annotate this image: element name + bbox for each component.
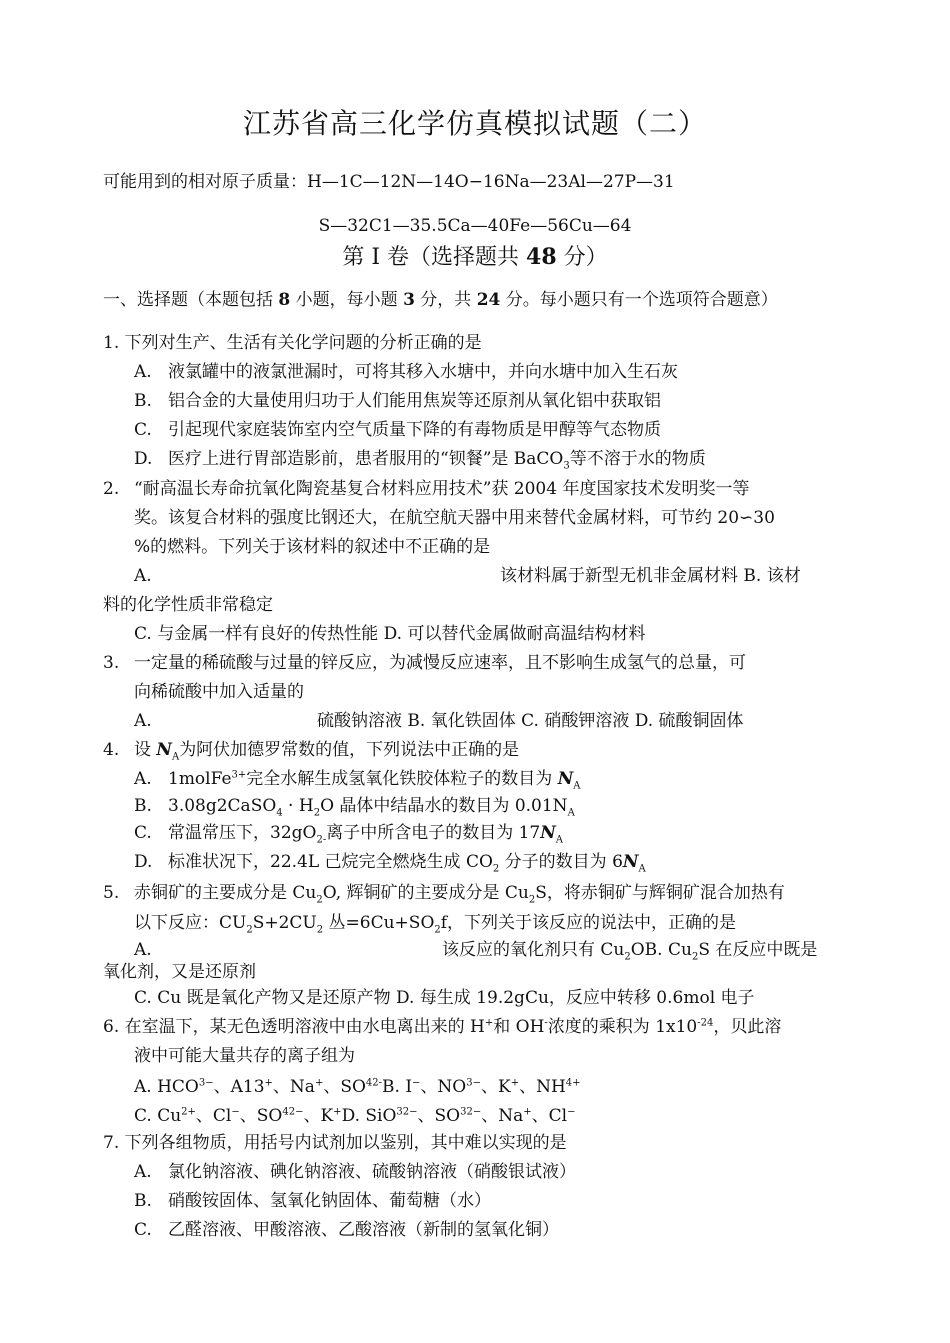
q5-stem-line-2: 以下反应：$CU_2S+2CU_2$ 丛$=6Cu+SO_2f$，下列关于该反应的说法中，正确的是 xyxy=(134,913,737,936)
q4-number: 4. xyxy=(103,740,120,760)
section-heading: 一、选择题（本题包括 8 小题，每小题 3 分，共 24 分。每小题只有一个选项符合题意） xyxy=(103,290,778,310)
q2-option-a-label: A. xyxy=(134,566,152,586)
q7-option-a: A. 氯化钠溶液、碘化钠溶液、硫酸钠溶液（硝酸银试液） xyxy=(134,1162,576,1182)
q5-options-ab-cont: 氧化剂，又是还原剂 xyxy=(103,962,256,982)
q5-option-a-label: A. xyxy=(134,940,152,960)
q2-number: 2. xyxy=(103,479,120,499)
page-title: 江苏省高三化学仿真模拟试题（二） xyxy=(242,107,707,140)
q2-options-cd: C. 与金属一样有良好的传热性能 D. 可以替代金属做耐高温结构材料 xyxy=(134,624,646,644)
volume-heading: 第 I 卷（选择题共 48 分） xyxy=(342,244,608,270)
q3-option-a-label: A. xyxy=(134,711,152,731)
q1-stem: 1. 下列对生产、生活有关化学问题的分析正确的是 xyxy=(103,333,482,353)
q4-option-d: D. 标准状况下，22.4L 己烷完全燃烧生成 $CO_2$ 分子的数目为 $6N_A$ xyxy=(134,852,646,875)
q3-stem-line-1: 一定量的稀硫酸与过量的锌反应，为减慢反应速率，且不影响生成氢气的总量，可 xyxy=(134,653,746,673)
q6-options-ab: A. $HCO^{3-}$、A13+、Na+、$SO^{42-}B$. I−、$NO^{3-}$、K+、$NH^{4+}$ xyxy=(134,1077,581,1097)
q1-option-a: A. 液氯罐中的液氯泄漏时，可将其移入水塘中，并向水塘中加入生石灰 xyxy=(134,362,678,382)
q5-options-ab: 该反应的氧化剂只有 $Cu_2OB$. $Cu_2S$ 在反应中既是 xyxy=(442,940,818,963)
atomic-mass-line-1: 可能用到的相对原子质量：H—1C—12N—14O−16Na—23Al—27P—31 xyxy=(103,172,675,192)
q5-number: 5. xyxy=(103,883,120,903)
q7-option-b: B. 硝酸铵固体、氢氧化钠固体、葡萄糖（水） xyxy=(134,1191,491,1211)
q4-option-b: B. 3.08g2CaSO$_4$ · $H_2O$ 晶体中结晶水的数目为 $0.01N_A$ xyxy=(134,796,575,819)
q2-stem-line-3: %的燃料。下列关于该材料的叙述中不正确的是 xyxy=(134,537,491,557)
q1-option-b: B. 铝合金的大量使用归功于人们能用焦炭等还原剂从氧化铝中获取铝 xyxy=(134,391,661,411)
q1-option-c: C. 引起现代家庭装饰室内空气质量下降的有毒物质是甲醇等气态物质 xyxy=(134,420,661,440)
q3-number: 3. xyxy=(103,653,120,673)
q7-stem: 7. 下列各组物质，用括号内试剂加以鉴别，其中难以实现的是 xyxy=(103,1133,567,1153)
q2-options-ab: 该材料属于新型无机非金属材料 B. 该材 xyxy=(500,566,801,586)
atomic-mass-line-2: S—32C1—35.5Ca—40Fe—56Cu—64 xyxy=(318,216,632,236)
q3-options: 硫酸钠溶液 B. 氧化铁固体 C. 硝酸钾溶液 D. 硫酸铜固体 xyxy=(317,711,744,731)
q2-stem-line-1: “耐高温长寿命抗氧化陶瓷基复合材料应用技术”获 2004 年度国家技术发明奖一等 xyxy=(134,479,750,499)
q7-option-c: C. 乙醛溶液、甲酸溶液、乙酸溶液（新制的氢氧化铜） xyxy=(134,1220,559,1240)
q6-stem-line-2: 液中可能大量共存的离子组为 xyxy=(134,1046,355,1066)
q4-option-c: C. 常温常压下，$32gO_{2-}$离子中所含电子的数目为 $17N_A$ xyxy=(134,823,564,846)
q6-stem-line-1: 6. 在室温下，某无色透明溶液中由水电离出来的 H+和 OH-浓度的乘积为 $1x10^{-24}$，贝此溶 xyxy=(103,1017,782,1037)
q1-option-d: D. 医疗上进行胃部造影前，患者服用的“钡餐”是 BaCO$_3$等不溶于水的物质 xyxy=(134,449,706,472)
q5-options-cd: C. Cu 既是氧化产物又是还原产物 D. 每生成 19.2gCu，反应中转移 0.6mol 电子 xyxy=(134,988,755,1008)
q2-options-ab-cont: 料的化学性质非常稳定 xyxy=(103,595,273,615)
q4-stem: 设 $N_A$为阿伏加德罗常数的值，下列说法中正确的是 xyxy=(134,740,520,763)
q3-stem-line-2: 向稀硫酸中加入适量的 xyxy=(134,682,304,702)
q5-stem-line-1: 赤铜矿的主要成分是 $Cu_2O$, 辉铜矿的主要成分是 $Cu_2S$，将赤铜矿与辉铜矿混合加热有 xyxy=(134,883,785,906)
q4-option-a: A. 1molFe$^{3+}$完全水解生成氢氧化铁胶体粒子的数目为 $N_A$ xyxy=(134,769,581,792)
q6-options-cd: C. $Cu^{2+}$、Cl−、$SO^{42-}$、K+D. SiO$^{32-}$、$SO^{32-}$、Na+、Cl− xyxy=(134,1106,576,1126)
q2-stem-line-2: 奖。该复合材料的强度比钢还大，在航空航天器中用来替代金属材料，可节约 20∽30 xyxy=(134,508,775,528)
